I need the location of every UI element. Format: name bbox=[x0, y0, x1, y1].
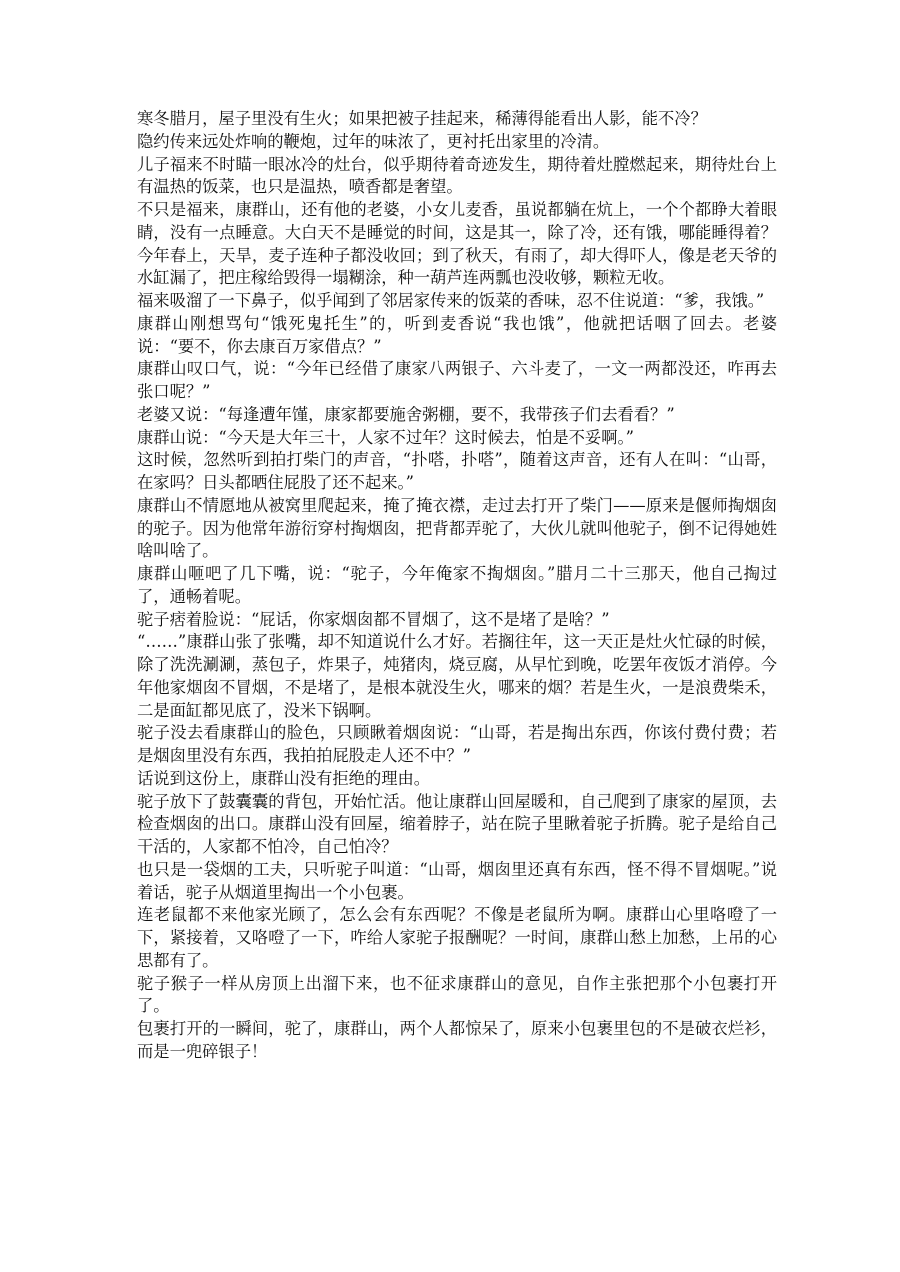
paragraph-3: 儿子福来不时瞄一眼冰冷的灶台，似乎期待着奇迹发生，期待着灶膛燃起来，期待灶台上有温热的饭菜，也只是温热，喷香都是奢望。 bbox=[137, 154, 777, 197]
paragraph-20: 驼子猴子一样从房顶上出溜下来，也不征求康群山的意见，自作主张把那个小包裹打开了。 bbox=[137, 973, 777, 1016]
paragraph-15: 驼子没去看康群山的脸色，只顾瞅着烟囱说：“山哥，若是掏出东西，你该付费付费；若是烟囱里没有东西，我拍拍屁股走人还不中？” bbox=[137, 723, 777, 765]
paragraph-2: 隐约传来远处炸响的鞭炮，过年的味浓了，更衬托出家里的冷清。 bbox=[137, 131, 610, 151]
paragraph-11: 康群山不情愿地从被窝里爬起来，掩了掩衣襟，走过去打开了柴门——原来是偃师掏烟囱的驼子。因为他常年游衍穿村掏烟囱，把背都弄驼了，大伙儿就叫他驼子，倒不记得她姓啥叫啥了。 bbox=[137, 495, 777, 561]
paragraph-12: 康群山咂吧了几下嘴，说：“驼子，今年俺家不掏烟囱。”腊月二十三那天，他自己掏过了，通畅着呢。 bbox=[137, 564, 777, 606]
paragraph-16: 话说到这份上，康群山没有拒绝的理由。 bbox=[137, 768, 431, 788]
paragraph-17: 驼子放下了鼓囊囊的背包，开始忙活。他让康群山回屋暖和，自己爬到了康家的屋顶，去检查烟囱的出口。康群山没有回屋，缩着脖子，站在院子里瞅着驼子折腾。驼子是给自己干活的，人家都不怕冷，自己怕冷？ bbox=[137, 791, 777, 856]
paragraph-9: 康群山说：“今天是大年三十，人家不过年？这时候去，怕是不妥啊。” bbox=[137, 427, 634, 447]
paragraph-10: 这时候，忽然听到拍打柴门的声音，“扑嗒，扑嗒”，随着这声音，还有人在叫：“山哥，在家吗？日头都晒住屁股了还不起来。” bbox=[137, 450, 777, 492]
paragraph-14: “……”康群山张了张嘴，却不知道说什么才好。若搁往年，这一天正是灶火忙碌的时候，除了洗洗涮涮，蒸包子，炸果子，炖猪肉，烧豆腐，从早忙到晚，吃罢年夜饭才消停。今年他家烟囱不冒烟，不是堵了，是根本就没生火，哪来的烟？若是生火，一是浪费柴禾，二是面缸都见底了，没米下锅啊。 bbox=[137, 632, 777, 720]
paragraph-19: 连老鼠都不来他家光顾了，怎么会有东西呢？不像是老鼠所为啊。康群山心里咯噔了一下，紧接着，又咯噔了一下，咋给人家驼子报酬呢？一时间，康群山愁上加愁，上吊的心思都有了。 bbox=[137, 905, 777, 970]
story-text bbox=[137, 108, 777, 1064]
paragraph-21: 包裹打开的一瞬间，驼了，康群山，两个人都惊呆了，原来小包裹里包的不是破衣烂衫，而是一兜碎银子！ bbox=[137, 1019, 777, 1061]
paragraph-5: 福来吸溜了一下鼻子，似乎闻到了邻居家传来的饭菜的香味，忍不住说道：“爹，我饿。” bbox=[137, 291, 765, 310]
paragraph-4: 不只是福来，康群山，还有他的老婆，小女儿麦香，虽说都躺在炕上，一个个都睁大着眼睛，没有一点睡意。大白天不是睡觉的时间，这是其一，除了冷，还有饿，哪能睡得着？今年春上，天旱，麦子连种子都没收回；到了秋天，有雨了，却大得吓人，像是老天爷的水缸漏了，把庄稼给毁得一塌糊涂，种一葫芦连两瓢也没收够，颗粒无收。 bbox=[137, 200, 777, 288]
paragraph-18: 也只是一袋烟的工夫，只听驼子叫道：“山哥，烟囱里还真有东西，怪不得不冒烟呢。”说着话，驼子从烟道里掏出一个小包裹。 bbox=[137, 859, 777, 902]
paragraph-8: 老婆又说：“每逢遭年馑，康家都要施舍粥棚，要不，我带孩子们去看看？” bbox=[137, 404, 675, 424]
paragraph-7: 康群山叹口气，说：“今年已经借了康家八两银子、六斗麦了，一文一两都没还，咋再去张口呢？” bbox=[137, 359, 777, 401]
paragraph-1: 寒冬腊月，屋子里没有生火；如果把被子挂起来，稀薄得能看出人影，能不冷？ bbox=[137, 109, 707, 128]
paragraph-6: 康群山刚想骂句“饿死鬼托生”的，听到麦香说“我也饿”，他就把话咽了回去。老婆说：“要不，你去康百万家借点？” bbox=[137, 313, 777, 356]
paragraph-13: 驼子痞着脸说：“屁话，你家烟囱都不冒烟了，这不是堵了是啥？” bbox=[137, 609, 610, 629]
